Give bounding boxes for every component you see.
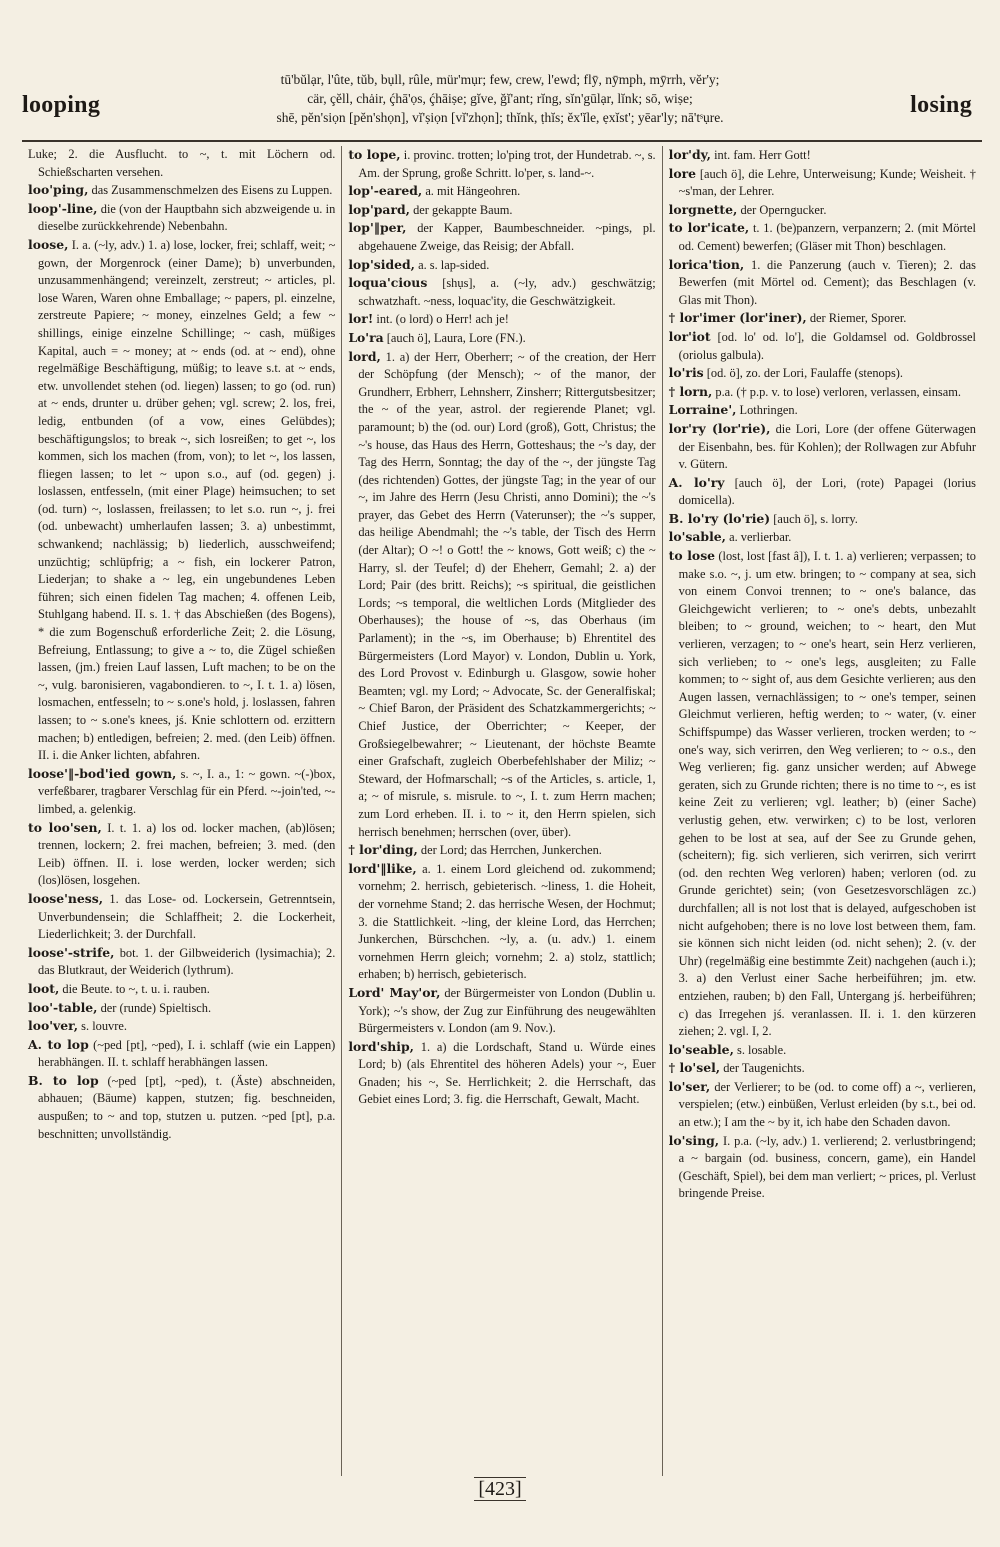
dictionary-entry xyxy=(669,256,976,310)
dictionary-entry xyxy=(669,401,976,420)
entry-headword: to lor'icate, xyxy=(668,220,750,236)
entry-headword: lorgnette, xyxy=(668,201,738,217)
dictionary-entry xyxy=(348,274,655,310)
dictionary-entry xyxy=(348,256,655,275)
entry-headword: lord'ship, xyxy=(348,1038,414,1054)
entry-definition: die Lori, Lore (der offene Güterwagen der Eisenbahn, bes. für Kohlen); der Rollwagen zur Abfuhr v. Gütern. xyxy=(678,421,976,472)
dictionary-entry xyxy=(28,765,335,819)
dictionary-entry xyxy=(348,329,655,348)
entry-definition: 1. a) die Lordschaft, Stand u. Würde eines Lord; b) (als Ehrentitel des höheren Adels) your ~, Euer Gnaden; his ~, Se. Herrlichkeit; 2. die Herrschaft, das Gebiet eines Lord; 3. fig. die Herrschaft, Gewalt, Macht. xyxy=(358,1039,656,1107)
entry-definition: int. fam. Herr Gott! xyxy=(714,148,811,162)
page-number: [423] xyxy=(474,1477,525,1501)
dictionary-entry xyxy=(348,201,655,220)
entry-definition: der Bürgermeister von London (Dublin u. York); ~'s show, der Zug zur Einführung des neugewählten Bürgermeisters v. London (am 9. Nov.). xyxy=(358,985,656,1036)
dictionary-entry xyxy=(669,1059,976,1078)
dictionary-entry xyxy=(348,219,655,255)
entry-definition: (~ped [pt], ~ped), I. i. schlaff (wie ein Lappen) herabhängen. II. t. schlaff herabhängen lassen. xyxy=(38,1037,336,1070)
entry-headword: Lo'ra xyxy=(348,329,384,345)
entry-headword: lorica'tion, xyxy=(668,256,745,272)
entry-headword: † lor'imer (lor'iner), xyxy=(668,310,807,326)
dictionary-entry xyxy=(348,146,655,182)
entry-headword: lord, xyxy=(348,348,381,364)
entry-definition: s. louvre. xyxy=(81,1019,127,1034)
dictionary-entry xyxy=(348,860,655,984)
entry-headword: † lo'sel, xyxy=(668,1060,721,1076)
entry-definition: a. s. lap-sided. xyxy=(418,257,490,272)
dictionary-entry xyxy=(348,984,655,1038)
dictionary-entry xyxy=(669,1041,976,1060)
dictionary-entry xyxy=(348,182,655,201)
entry-headword: to lose xyxy=(668,548,716,564)
entry-definition: p.a. († p.p. v. to lose) verloren, verlassen, einsam. xyxy=(715,384,961,399)
entry-definition: [od. ö], zo. der Lori, Faulaffe (stenops). xyxy=(706,366,903,381)
entry-headword: lop'-eared, xyxy=(348,183,423,199)
entry-definition: die Beute. to ~, t. u. i. rauben. xyxy=(62,981,210,996)
entry-headword: † lorn, xyxy=(668,383,713,399)
dictionary-entry xyxy=(669,1078,976,1132)
dictionary-entry xyxy=(669,547,976,1041)
entry-headword: lo'ris xyxy=(668,365,704,381)
entry-definition: der gekappte Baum. xyxy=(413,202,513,217)
dictionary-entry xyxy=(669,528,976,547)
entry-definition: der Taugenichts. xyxy=(723,1061,805,1076)
entry-definition: I. t. 1. a) los od. locker machen, (ab)lösen; trennen, lockern; 2. frei machen, befreien; 3. med. (den Leib) öffnen. II. i. lose werden, locker werden; sich (los)lösen, losgehen. xyxy=(38,820,336,888)
entry-headword: loo'ver, xyxy=(28,1018,79,1034)
dictionary-entry xyxy=(348,1038,655,1109)
entry-headword: A. lo'ry xyxy=(668,474,725,490)
entry-definition: [auch ö], die Lehre, Unterweisung; Kunde; Weisheit. † ~s'man, der Lehrer. xyxy=(678,166,976,199)
entry-definition: i. provinc. trotten; lo'ping trot, der Hundetrab. ~, s. Am. der Sprung, große Schritt. lo'per, s. land-~. xyxy=(358,148,656,180)
entry-headword: lor'ry (lor'rie), xyxy=(668,420,771,436)
entry-headword: lore xyxy=(668,165,697,181)
entry-headword: loose'ness, xyxy=(28,890,104,906)
dictionary-entry xyxy=(28,999,335,1018)
dictionary-entry xyxy=(669,146,976,165)
column-1 xyxy=(22,146,341,1476)
dictionary-entry xyxy=(669,219,976,255)
entry-definition: a. mit Hängeohren. xyxy=(425,184,521,199)
dictionary-entry xyxy=(669,309,976,328)
entry-headword: to lope, xyxy=(348,147,401,162)
dictionary-entry xyxy=(28,236,335,765)
entry-headword: lo'sing, xyxy=(668,1132,720,1148)
entry-definition: bot. 1. der Gilbweiderich (lysimachia); 2. das Blutkraut, der Weiderich (lythrum). xyxy=(38,945,336,978)
entry-headword: loo'-table, xyxy=(28,999,98,1015)
dictionary-entry xyxy=(348,348,655,842)
entry-definition: das Zusammenschmelzen des Eisens zu Luppen. xyxy=(91,183,333,198)
entry-definition: Lothringen. xyxy=(739,403,798,418)
entry-headword: lop'‖per, xyxy=(348,220,407,236)
entry-headword: lor'dy, xyxy=(668,147,711,162)
entry-headword: lo'ser, xyxy=(668,1078,711,1094)
entry-definition: 1. die Panzerung (auch v. Tieren); 2. das Bewerfen (mit Mörtel od. Cement); das Beschlagen (v. Glas mit Thon). xyxy=(678,257,976,307)
dictionary-entry xyxy=(669,1132,976,1203)
entry-headword: B. lo'ry (lo'rie) xyxy=(668,510,771,526)
entry-columns xyxy=(22,146,982,1476)
entry-definition: die (von der Hauptbahn sich abzweigende u. in dieselbe zurückkehrende) Nebenbahn. xyxy=(38,201,336,234)
dictionary-entry xyxy=(28,1072,335,1143)
entry-definition: [auch ö], der Lori, (rote) Papagei (lorius domicella). xyxy=(678,475,976,508)
dictionary-entry xyxy=(28,181,335,200)
entry-definition: Luke; 2. die Ausflucht. to ~, t. mit Löchern od. Schießscharten versehen. xyxy=(28,147,336,179)
header-rule xyxy=(22,140,982,142)
entry-definition: (lost, lost [fast â]), I. t. 1. a) verlieren; verpassen; to make s.o. ~, j. um etw. bringen; to ~ company at sea, sich von einem Convoi trennen; to ~ one's balance, das Gleichgewicht verlieren; to ~ one's debts, unbezahlt bleiben; to ~ ground, weichen; to ~ heart, den Mut verlieren, verzagen; to ~ one's heart, sein Herz verlieren, sich verlieben; to ~ one's legs, ausgleiten; zu Falle kommen; to ~ sight of, aus dem Gesichte verlieren; aus den Augen lassen, vernachlässigen; to ~ one's temper, seinen Gleichmut verlieren, heftig werden; to ~ water, (v. einer Schiffspumpe) das Wasser verlieren, trocken werden; to ~ one's way, sich verirren, den Weg verlieren; to ~ o.s., den Weg verlieren; fig. ganz unsicher werden; auf Abwege geraten, sich zu Grunde richten; there is no time to ~, es ist keine Zeit zu verlieren; vgl. leather; b) (einer Sache) verlustig gehen, etw. verwirken; c) to be lost, verloren gehen to be lost at sea, auf der See zu Grunde gehen, (scheitern); fig. sich verlieren, sich verirren, sich verirrt (od. den rechten Weg verloren) haben; verloren (od. zu Grunde gerichtet) sein; (von Gesetzesvorschlägen zc.) durchfallen; all is not lost that is delayed, aufgeschoben ist nicht aufgehoben; there is no love lost between them, fam. sie können sich nicht leiden (od. nicht sehen); 2. (v. der Uhr) (regelmäßig eine bestimmte Zeit) nachgehen (auch i.); 3. a) den Verlust einer Sache herbeiführen; jm. etw. entziehen, rauben; b) den Fall, Untergang jś. herbeiführen; c) das Irregehen jś. veranlassen. II. i. 1. den kürzeren ziehen; 2. vgl. I, 2. xyxy=(678,549,976,1039)
entry-headword: Lord' May'or, xyxy=(348,984,441,1000)
entry-headword: lord'‖like, xyxy=(348,860,417,876)
entry-definition: der Kapper, Baumbeschneider. ~pings, pl. abgehauene Zweige, das Reisig; der Abfall. xyxy=(358,221,656,253)
dictionary-entry xyxy=(669,420,976,474)
entry-headword: Lorraine', xyxy=(668,402,737,418)
entry-headword: loqua'cious xyxy=(348,275,428,291)
entry-definition: [shụs], a. (~ly, adv.) geschwätzig; schwatzhaft. ~ness, loquac'ity, die Geschwätzigkeit. xyxy=(358,276,656,308)
dictionary-entry xyxy=(28,819,335,890)
entry-headword: lop'sided, xyxy=(348,256,415,272)
entry-headword: lop'pard, xyxy=(348,201,410,217)
entry-headword: loose, xyxy=(28,236,69,252)
dictionary-entry xyxy=(669,510,976,529)
pronunciation-key-line: shē, pĕn'siọn [pĕn'shọn], vĭ'ṣiọn [vĭ'zhọn]; thĭnk, ṭhĭs; ĕx'ĭle, ẹxĭst'; yēar'ly; nā'tˢụre. xyxy=(276,110,724,125)
pronunciation-key xyxy=(205,70,795,127)
entry-definition: t. 1. (be)panzern, verpanzern; 2. (mit Mörtel od. Cement) bewerfen; (Gläser mit Thon) beschlagen. xyxy=(678,221,976,253)
entry-definition: 1. a) der Herr, Oberherr; ~ of the creation, der Herr der Schöpfung (der Mensch); ~ of the manor, der Grundherr, Erbherr, Lehnsherr, Zinsherr; Rittergutsbesitzer; the ~ of the year, astrol. der regierende Planet; vgl. paramount; b) the (od. our) Lord (groß), Gott, Christus; the ~'s house, das Haus des Herrn, Gotteshaus; the ~'s day, der Tag des Herrn, Sonntag; the day of the ~, der jüngste Tag (des richtenden) Gottes, der jüngste Tag; in the year of our ~, im Jahre des Herrn (Jesu Christi, anno Domini); the ~'s prayer, das Gebet des Herrn (Vaterunser); the ~'s supper, das heilige Abendmahl; the ~'s table, der Tisch des Herrn (der Altar); O ~! o Gott! the ~ knows, Gott weiß; c) the ~ Harry, sl. der Teufel; d) der Eheherr, Gemahl; 2. a) der Lord; Pair (des britt. Reichs); ~s spiritual, die geistlichen Lords; ~s temporal, die weltlichen Lords (Mitglieder des Oberhauses); the house of ~s, das Oberhaus (im Parlament); in the ~s, im Oberhause; b) Ehrentitel des Bürgermeisters (Lord Mayor) v. London, Dublin u. York, des Lord Provost v. Edinburgh u. Glasgow, sowie hoher Beamten; vgl. my Lord; ~ Advocate, Sc. der Generalfiskal; ~ Chief Baron, der Präsident des Schatzkammergerichts; ~ Chief Justice, der Oberrichter; ~ Keeper, der Großsiegelbewahrer; ~ Lieutenant, der höchste Beamte einer Grafschaft, zugleich Oberbefehlshaber der Miliz; ~ Steward, der Hofmarschall; ~s of the Articles, s. article, 1, a; ~ of misrule, s. misrule. to ~, I. t. zum Herrn machen; zum Lord erheben. II. i. to ~ it, den Herrn spielen, sich herrisch benehmen; herrschen (over, über). xyxy=(358,349,656,839)
pronunciation-key-line: tū'bŭlạr, l'ûte, tŭb, bụll, rûle, mür'mụr; few, crew, l'ewd; flȳ, nȳmph, mȳrrh, vĕr'y; xyxy=(280,72,720,87)
entry-definition: [auch ö], s. lorry. xyxy=(773,511,858,526)
dictionary-entry xyxy=(28,1017,335,1036)
page-number-wrap xyxy=(0,1478,1000,1501)
dictionary-entry xyxy=(28,890,335,944)
entry-definition: der Operngucker. xyxy=(740,202,827,217)
dictionary-entry xyxy=(28,146,335,181)
entry-headword: B. to lop xyxy=(28,1072,99,1088)
entry-headword: † lor'ding, xyxy=(348,842,418,858)
entry-headword: loose'-strife, xyxy=(28,944,115,960)
right-guide-word: losing xyxy=(910,92,972,118)
dictionary-entry xyxy=(28,1036,335,1072)
entry-headword: loop'-line, xyxy=(28,200,98,216)
dictionary-entry xyxy=(669,364,976,383)
column-2 xyxy=(341,146,661,1476)
dictionary-entry xyxy=(28,200,335,236)
entry-headword: loo'ping, xyxy=(28,182,89,198)
entry-definition: int. (o lord) o Herr! ach je! xyxy=(376,312,509,327)
entry-definition: der Lord; das Herrchen, Junkerchen. xyxy=(420,843,602,858)
entry-definition: s. losable. xyxy=(737,1042,787,1057)
column-3 xyxy=(662,146,982,1476)
dictionary-entry xyxy=(348,841,655,860)
entry-definition: a. verlierbar. xyxy=(729,530,792,545)
entry-definition: (~ped [pt], ~ped), t. (Äste) abschneiden, abhauen; (Bäume) kappen, stutzen; fig. beschneiden, auspußen; to ~ and top, stutzen u. putzen. ~ped [pt], p.a. beschnitten; unvollständig. xyxy=(38,1073,336,1141)
entry-headword: lor'iot xyxy=(668,328,711,344)
entry-headword: A. to lop xyxy=(28,1036,89,1052)
entry-definition: [od. lo' od. lo'], die Goldamsel od. Goldbrossel (oriolus galbula). xyxy=(678,329,976,362)
dictionary-entry xyxy=(669,383,976,402)
left-guide-word: looping xyxy=(22,92,101,118)
entry-headword: loot, xyxy=(28,980,60,996)
dictionary-entry xyxy=(28,980,335,999)
dictionary-entry xyxy=(669,474,976,510)
entry-headword: loose'‖-bod'ied gown, xyxy=(28,765,177,781)
pronunciation-key-line: cär, çĕll, chȧir, ḉhā'ọs, ḉhāiṣe; gĭve, ğĭ'ant; rĭng, sĭn'gūlạr, lĭnk; sō, wiṣe; xyxy=(307,91,693,106)
entry-definition: der (runde) Spieltisch. xyxy=(100,1000,212,1015)
entry-definition: der Verlierer; to be (od. to come off) a ~, verlieren, verspielen; (etw.) einbüßen, Verlust erleiden (by s.t., bei od. an etw.); I am the ~ by it, ich habe den Schaden davon. xyxy=(678,1079,976,1130)
entry-headword: lor! xyxy=(348,311,374,327)
dictionary-entry xyxy=(669,165,976,201)
entry-definition: s. ~, I. a., 1: ~ gown. ~(-)box, verfeßbarer, tragbarer Verschlag für ein Pferd. ~-join'ted, ~-limbed, a. gelenkig. xyxy=(38,766,336,816)
entry-definition: I. a. (~ly, adv.) 1. a) lose, locker, frei; schlaff, weit; ~ gown, der Morgenrock (einer Dame); b) unverbunden, unzusammenhängend; vereinzelt, zerstreut; ~ articles, pl. lose Waren, Waren ohne Emballage; ~ papers, pl. einzelne, zerstreute Papiere; ~ money, einzelnes Geld; a few ~ shillings, einige einzelne Schillinge; ~ cash, müßiges Kapital, auch = ~ money; at ~ ends (od. at ~ end), ohne regelmäßige Beschäftigung, müßig; to leave s.t. at ~ ends, etw. unvollendet stehen (od. liegen) lassen; to go (od. run) at ~ ends, drunter u. drüber gehen; vgl. screw; 2. los, frei, ledig, entbunden (of a vow, eines Gelübdes); beschäftigungslos; to break ~, sich losreißen; to get ~, los kommen, sich los machen (from, von); to let ~, los lassen, fliegen lassen; to let ~ upon s.o., auf (od. gegen) j. loslassen, entfesseln, (mit einer Plage) heimsuchen; to set (od. turn) ~, loslassen, freilassen; to let s.o. run ~, j. frei (od. unbewacht) umherlaufen lassen; 3. a) unbestimmt, schwankend; nachlässig; b) liederlich, ausschweifend; unzüchtig; schlüpfrig; a ~ fish, ein lockerer Patron, Liederjan; to shake a ~ leg, ein ungebundenes Leben führen; sich einen fidelen Tag machen; 4. offenen Leib, Stuhlgang habend. II. s. 1. † das Abschießen (des Bogens), * die zum Bogenschuß erforderliche Zeit; 2. die Lösung, Befreiung, Entlassung; to give a ~ to, die Zügel schießen lassen, (jm.) freien Lauf lassen, Luft machen; to be on the ~, vulg. baronisieren, vagabondieren. to ~, I. t. 1. a) lösen, losmachen, entfesseln; to ~ s.one's hold, j. loslassen, fahren lassen; to ~ s.one's knees, jś. Knie schlottern od. erzittern machen; b) entledigen, befreien; 2. med. (den Leib) öffnen. II. i. die Anker lichten, abfahren. xyxy=(38,237,336,763)
dictionary-entry xyxy=(28,944,335,980)
entry-definition: 1. das Lose- od. Lockersein, Getrenntsein, Unverbundensein; die Schlaffheit; 2. die Lockerheit, Liederlichkeit; 3. der Durchfall. xyxy=(38,891,336,942)
dictionary-entry xyxy=(348,310,655,329)
entry-definition: der Riemer, Sporer. xyxy=(809,311,907,326)
entry-definition: a. 1. einem Lord gleichend od. zukommend; vornehm; 2. herrisch, gebieterisch. ~liness, 1. die Hoheit, der vornehme Stand; 2. das herrische Wesen, der Hochmut; 3. die Stattlichkeit. ~ling, der kleine Lord, das Herrchen; Junkerchen, Bürschchen. ~ly, a. (u. adv.) 1. einem vornehmen Herrn gleich; vornehm; 2. a) stolz, stattlich; erhaben; b) herrisch, gebieterisch. xyxy=(358,861,656,982)
dictionary-entry xyxy=(669,328,976,364)
entry-headword: lo'seable, xyxy=(668,1041,734,1057)
entry-headword: lo'sable, xyxy=(668,529,726,545)
entry-headword: to loo'sen, xyxy=(28,819,102,835)
dictionary-entry xyxy=(669,201,976,220)
entry-definition: I. p.a. (~ly, adv.) 1. verlierend; 2. verlustbringend; a ~ bargain (od. business, concern, game), ein Handel (Geschäft, Spiel), bei dem man verliert; ~ prices, pl. Verlust bringende Preise. xyxy=(678,1133,976,1201)
entry-definition: [auch ö], Laura, Lore (FN.). xyxy=(386,330,526,345)
